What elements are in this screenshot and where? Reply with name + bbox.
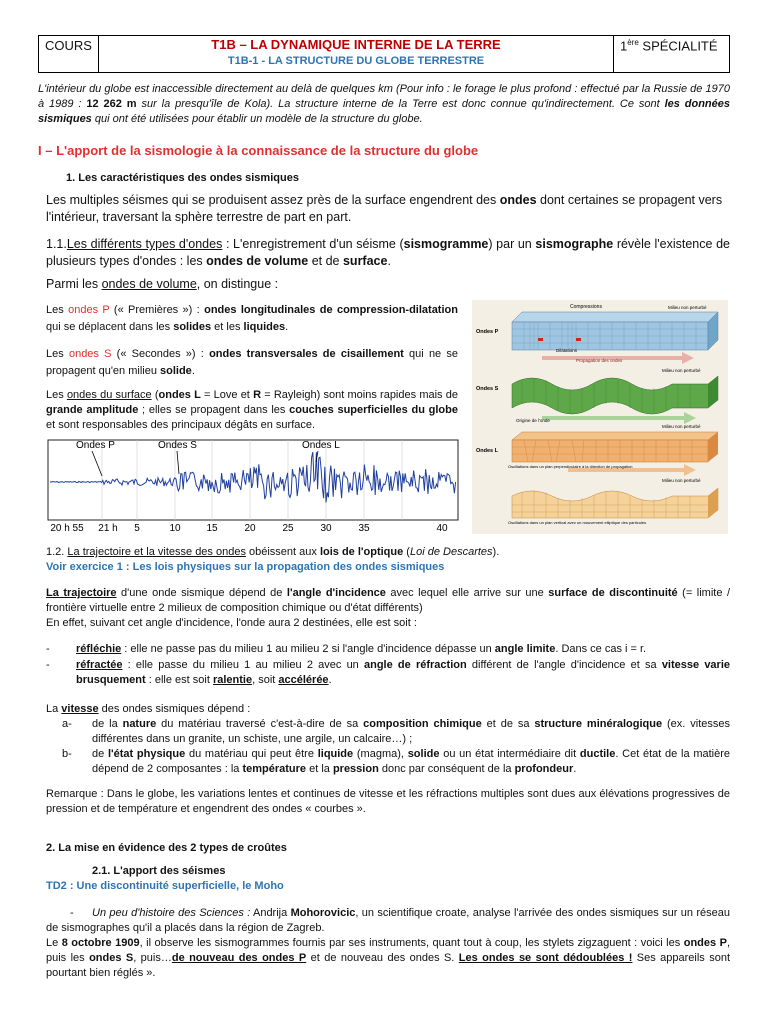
p11-b: sismogramme <box>403 237 489 251</box>
ol-f: R <box>253 389 262 401</box>
refl-c: angle limite <box>494 643 556 655</box>
tick-0: 20 h 55 <box>50 523 84 534</box>
bullet-reflechie <box>76 642 730 657</box>
intro-b: 12 262 m <box>86 98 137 110</box>
seismogram-axis <box>50 523 448 534</box>
p11-g: et de <box>308 254 343 268</box>
refr-e: vitesse varie brusquement <box>76 659 731 686</box>
illus-ondes-s: Ondes S <box>476 386 499 392</box>
op-g: et les <box>211 321 244 333</box>
le8-k: Ses appareils sont pourtant bien réglés ». <box>46 952 731 979</box>
op-e: qui se déplacent dans les <box>46 321 174 333</box>
illus-ondes-p: Ondes P <box>476 329 499 335</box>
paragraph-ondes-s <box>46 346 458 380</box>
vit-b: vitesse <box>61 703 99 715</box>
le8-f: ondes S <box>89 952 134 964</box>
tick-9: 40 <box>436 523 448 534</box>
refr-b: : elle passe du milieu 1 au milieu 2 avec un <box>122 659 364 671</box>
tick-1: 21 h <box>98 523 118 534</box>
hist-a: Un peu d'histoire des Sciences : <box>92 907 251 919</box>
p11-i: . <box>387 254 391 268</box>
s12-title: La trajectoire et la vitesse des ondes <box>67 546 246 558</box>
illus-osc2: Oscillations dans un plan vertical avec un mouvement elliptique des particules <box>508 520 647 525</box>
a-6: structure minéralogique <box>534 718 663 730</box>
intro-c: sur la presqu'île de Kola). La structure interne de la Terre est donc connue qu'indirectement. Ce sont <box>136 98 665 110</box>
traj-d: avec lequel elle arrive sur une <box>385 587 549 599</box>
s12-a: obéissent aux <box>245 546 320 558</box>
label-ondes-l: Ondes L <box>302 440 340 451</box>
b-14: profondeur <box>514 763 574 775</box>
intro-e: qui ont été utilisées pour établir un modèle de la structure du globe. <box>91 113 423 125</box>
le8-j: Les ondes se sont dédoublées ! <box>458 952 633 964</box>
intro-d: les données sismiques <box>38 98 731 125</box>
wave-types-illustration <box>472 300 728 534</box>
section1-title: I – L'apport de la sismologie à la connaissance de la structure du globe <box>38 143 479 158</box>
spec-label: SPÉCIALITÉ <box>638 38 718 54</box>
bullet-dash-1: - <box>46 643 50 655</box>
refl-d: . Dans ce cas i = r. <box>555 643 647 655</box>
a-3: du matériau traversé c'est-à-dire de sa <box>156 718 364 730</box>
refr-i: accélérée <box>278 674 329 686</box>
p11-h: surface <box>342 254 388 268</box>
op-d: ondes longitudinales de compression-dilatation <box>204 304 458 316</box>
ol-h: grande amplitude <box>46 404 139 416</box>
hist-c: Mohorovicic <box>290 907 356 919</box>
parmi-c: , on distingue : <box>196 277 279 291</box>
b-7: ou un état intermédiaire dit <box>439 748 580 760</box>
tick-5: 20 <box>244 523 256 534</box>
illus-milieu3: Milieu non perturbé <box>662 424 701 429</box>
tick-2: 5 <box>134 523 140 534</box>
specialite-cell <box>614 36 729 72</box>
b-9: . Cet état de la matière dépend de 2 composantes : la <box>92 748 730 775</box>
title-cell <box>99 36 614 72</box>
bullet-dash-2: - <box>46 659 50 671</box>
b-15: . <box>573 763 577 775</box>
b-2: l'état physique <box>107 748 186 760</box>
p11-c: ) par un <box>488 237 536 251</box>
tick-3: 10 <box>169 523 181 534</box>
paragraph-parmi <box>46 276 278 293</box>
b-3: du matériau qui peut être <box>185 748 318 760</box>
a-1: de la <box>92 718 123 730</box>
le8-g: , puis… <box>133 952 172 964</box>
hist-d: , un scientifique croate, analyse l'arrivée des ondes sismiques sur un réseau de sismographes qu'il a placés dans la région de Zagreb. <box>46 907 730 934</box>
le8-c: , il observe les sismogrammes fournis par ses instruments, quant tout à coup, les stylets zigzaguent : voici les <box>139 937 684 949</box>
item-b <box>92 747 730 777</box>
paragraph-multiples <box>46 192 730 226</box>
cours-cell: COURS <box>39 36 99 72</box>
p11-num: 1.1. <box>46 237 67 251</box>
illus-osc1: Oscillations dans un plan perpendiculaire à la direction de propagation <box>508 464 633 469</box>
traj-g: En effet, suivant cet angle d'incidence, l'onde aura 2 destinées, elle est soit : <box>46 617 417 629</box>
traj-f: (= limite / frontière virtuelle entre 2 milieux de composition chimique ou d'état différents) <box>46 587 730 614</box>
parmi-a: Parmi les <box>46 277 102 291</box>
multi-b: ondes <box>499 193 537 207</box>
traj-c: l'angle d'incidence <box>286 587 386 599</box>
panel-ondes-p <box>512 312 718 364</box>
b-8: ductile <box>579 748 616 760</box>
refr-g: ralentie <box>212 674 253 686</box>
td2-title: TD2 : Une discontinuité superficielle, le Moho <box>46 880 284 892</box>
le8-e: , puis les <box>46 937 730 964</box>
le8-a: Le <box>46 937 62 949</box>
s12-d: Loi de Descartes <box>409 546 493 558</box>
traj-b: d'une onde sismique dépend de <box>116 587 287 599</box>
a-5: et de sa <box>481 718 535 730</box>
p11-d: sismographe <box>535 237 614 251</box>
paragraph-trajectoire <box>46 586 730 631</box>
p11-f: ondes de volume <box>206 254 309 268</box>
section2-title: 2. La mise en évidence des 2 types de croûtes <box>46 842 287 854</box>
ol-a: Les <box>46 389 67 401</box>
ol-g: = Rayleigh) sont moins rapides mais de <box>261 389 458 401</box>
paragraph-8-octobre <box>46 936 730 981</box>
parmi-b: ondes de volume <box>101 277 197 291</box>
le8-i: et de nouveau des ondes S. <box>306 952 459 964</box>
os-d: ondes transversales de cisaillement <box>209 348 404 360</box>
illus-dilatations: Dilatations <box>556 348 578 353</box>
op-i: . <box>285 321 289 333</box>
ol-b: ondes du surface <box>66 389 152 401</box>
op-c: (« Premières ») : <box>109 304 205 316</box>
hist-dash: - <box>70 907 74 919</box>
s12-e: ). <box>492 546 500 558</box>
hist-b: Andrija <box>250 907 291 919</box>
label-ondes-p: Ondes P <box>76 440 115 451</box>
illus-ondes-l: Ondes L <box>476 448 499 454</box>
s12-c: ( <box>403 546 410 558</box>
tick-8: 35 <box>358 523 370 534</box>
b-12: pression <box>332 763 379 775</box>
item-b-label: b- <box>62 748 72 760</box>
b-1: de <box>92 748 108 760</box>
item-a-label: a- <box>62 718 72 730</box>
exercice-link: Voir exercice 1 : Les lois physiques sur la propagation des ondes sismiques <box>46 561 445 573</box>
os-a: Les <box>46 348 69 360</box>
tick-6: 25 <box>282 523 294 534</box>
ol-j: couches superficielles du globe <box>289 404 458 416</box>
paragraph-types <box>46 236 730 270</box>
refr-d: différent de l'angle d'incidence et sa <box>466 659 662 671</box>
op-b: ondes P <box>68 304 110 316</box>
p11-e: révèle l'existence de plusieurs types d'ondes : les <box>46 237 730 268</box>
paragraph-s12 <box>46 545 499 560</box>
tick-4: 15 <box>206 523 218 534</box>
paragraph-vitesse <box>46 702 250 717</box>
chapter-subtitle: T1B-1 - LA STRUCTURE DU GLOBE TERRESTRE <box>227 55 485 67</box>
os-f: solide <box>160 365 192 377</box>
refr-h: , soit <box>252 674 279 686</box>
refr-a: réfractée <box>76 659 123 671</box>
vit-a: La <box>46 703 62 715</box>
illus-propagation: Propagation des ondes <box>576 358 623 363</box>
paragraph-remarque: Remarque : Dans le globe, les variations lentes et continues de vitesse et les réfractions multiples sont dues aux élévations progressives de pression et de température et engendrent des ondes « courbes ». <box>46 788 730 815</box>
b-11: et la <box>306 763 333 775</box>
paragraph-ondes-p <box>46 302 458 336</box>
intro-paragraph <box>38 82 730 127</box>
refl-a: réfléchie <box>76 643 122 655</box>
illus-milieu2: Milieu non perturbé <box>662 368 701 373</box>
os-e: qui ne se propagent qu'en milieu <box>46 348 458 377</box>
refr-c: angle de réfraction <box>364 659 467 671</box>
le8-h: de nouveau des ondes P <box>171 952 307 964</box>
ol-k: et sont responsables des principaux dégâts en surface. <box>46 419 316 431</box>
p11-a: : L'enregistrement d'un séisme ( <box>222 237 404 251</box>
ol-e: = Love et <box>200 389 254 401</box>
b-4: liquide <box>317 748 354 760</box>
tick-7: 30 <box>320 523 332 534</box>
multi-a: Les multiples séismes qui se produisent assez près de la surface engendrent des <box>46 193 500 207</box>
paragraph-ondes-l <box>46 388 458 433</box>
a-7: (ex. vitesses différentes dans un granite, un schiste, une argile, un calcaire…) ; <box>92 718 730 745</box>
s12-num: 1.2. <box>46 546 68 558</box>
os-b: ondes S <box>68 348 112 360</box>
section1-sub1: 1. Les caractéristiques des ondes sismiques <box>66 172 299 184</box>
a-2: nature <box>122 718 157 730</box>
op-f: solides <box>173 321 212 333</box>
traj-a: La trajectoire <box>46 587 117 599</box>
paragraph-histoire <box>46 906 730 936</box>
item-a <box>92 717 730 747</box>
seismogram-figure <box>42 438 464 534</box>
b-10: température <box>242 763 307 775</box>
a-4: composition chimique <box>363 718 482 730</box>
traj-e: surface de discontinuité <box>548 587 678 599</box>
p11-title: Les différents types d'ondes <box>66 237 223 251</box>
os-g: . <box>191 365 195 377</box>
header-table <box>38 35 730 73</box>
op-h: liquides <box>243 321 286 333</box>
bullet-refractee <box>76 658 730 688</box>
os-c: (« Secondes ») : <box>111 348 210 360</box>
section2-sub: 2.1. L'apport des séismes <box>92 865 226 877</box>
vit-c: des ondes sismiques dépend : <box>98 703 251 715</box>
chapter-title: T1B – LA DYNAMIQUE INTERNE DE LA TERRE <box>211 37 501 52</box>
op-a: Les <box>46 304 69 316</box>
illus-compressions: Compressions <box>570 304 602 310</box>
illus-milieu4: Milieu non perturbé <box>662 478 701 483</box>
refr-j: . <box>328 674 332 686</box>
b-13: donc par conséquent de la <box>378 763 515 775</box>
ol-c: ( <box>151 389 159 401</box>
ol-d: ondes L <box>158 389 201 401</box>
refr-f: : elle est soit <box>145 674 213 686</box>
intro-a: L'intérieur du globe est inaccessible directement au delà de quelques km (Pour info : le forage le plus profond : effectué par la Russie de 1970 à 1989 : <box>38 83 730 110</box>
ol-i: ; elles se propagent dans les <box>138 404 290 416</box>
b-5: (magma), <box>353 748 408 760</box>
le8-b: 8 octobre 1909 <box>61 937 140 949</box>
label-ondes-s: Ondes S <box>158 440 197 451</box>
le8-d: ondes P <box>683 937 727 949</box>
multi-c: dont certaines se propagent vers l'intérieur, traversant la sphère terrestre de part en part. <box>46 193 723 224</box>
illus-origine: Origine de l'onde <box>516 418 550 423</box>
spec-sup: ère <box>627 38 639 47</box>
spec-num: 1 <box>620 38 628 54</box>
illus-milieu1: Milieu non perturbé <box>668 305 707 310</box>
b-6: solide <box>407 748 440 760</box>
s12-b: lois de l'optique <box>319 546 404 558</box>
refl-b: : elle ne passe pas du milieu 1 au milieu 2 si l'angle d'incidence dépasse un <box>121 643 495 655</box>
